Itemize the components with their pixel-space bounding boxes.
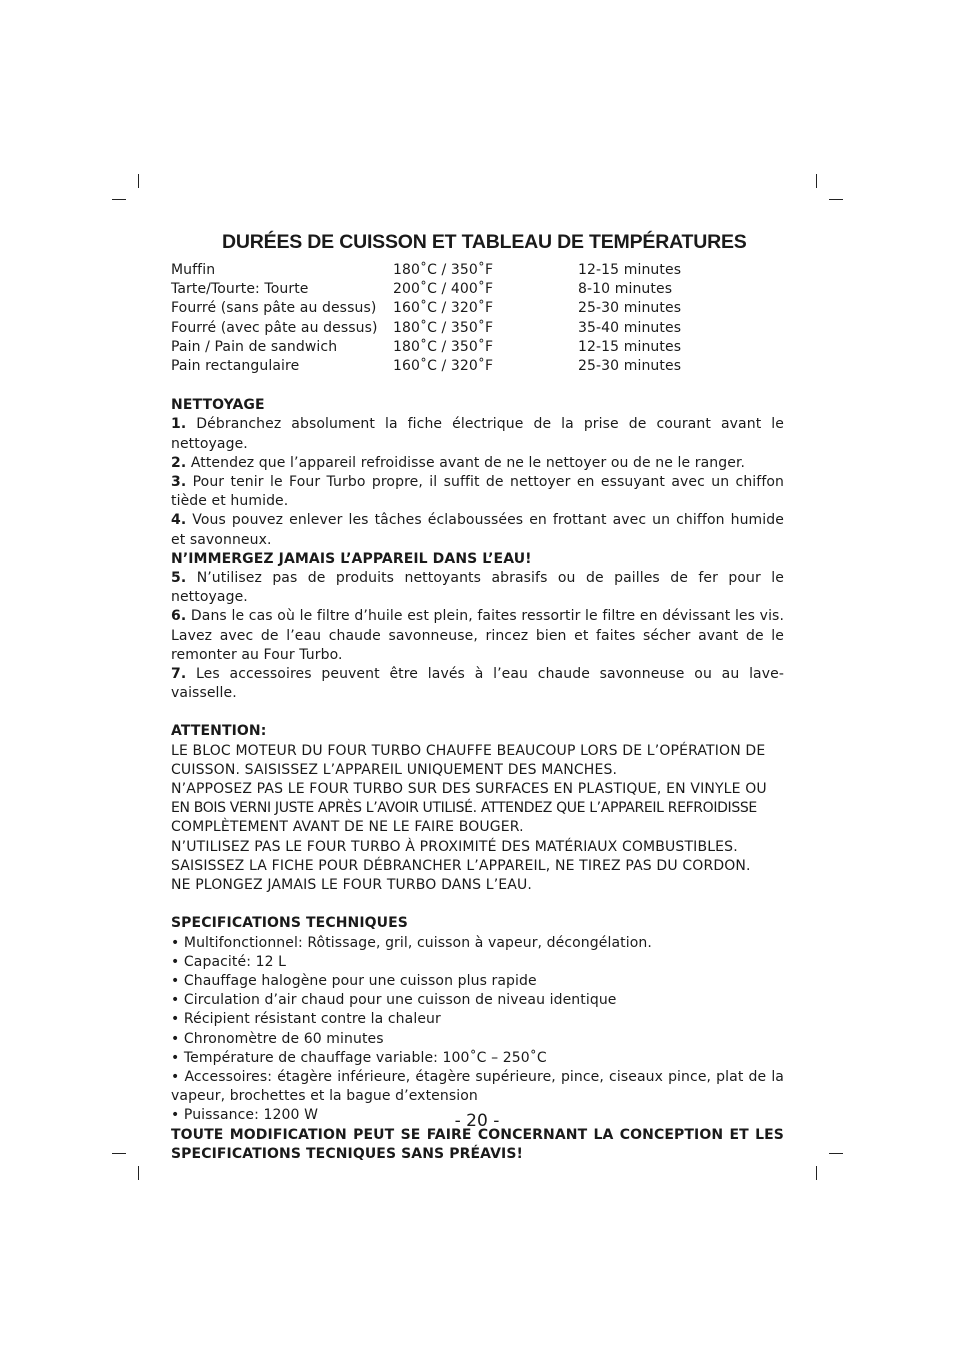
time-cell: 25-30 minutes: [578, 358, 682, 375]
table-row: [171, 338, 784, 357]
item-cell: Fourré (avec pâte au dessus): [171, 319, 378, 336]
attention-line: CUISSON. SAISISSEZ L’APPAREIL UNIQUEMENT DES MANCHES.: [171, 761, 618, 778]
spec-item: • Température de chauffage variable: 100˚C – 250˚C: [171, 1049, 547, 1066]
cooking-table: [171, 261, 784, 376]
crop-mark: [829, 199, 843, 200]
step-text: Pour tenir le Four Turbo propre, il suffit de nettoyer en essuyant avec un chiffon tiède et humide.: [171, 474, 784, 510]
cleaning-step: [171, 511, 784, 549]
table-row: [171, 261, 784, 280]
temperature-cell: 200˚C / 400˚F: [393, 281, 494, 298]
spec-item: • Puissance: 1200 W: [171, 1107, 319, 1124]
crop-mark: [138, 174, 139, 188]
cleaning-step: [171, 454, 784, 473]
attention-heading: ATTENTION:: [171, 723, 267, 740]
spec-item: • Récipient résistant contre la chaleur: [171, 1011, 441, 1028]
step-text: N’utilisez pas de produits nettoyants abrasifs ou de pailles de fer pour le nettoyage.: [171, 570, 784, 606]
time-cell: 8-10 minutes: [578, 281, 673, 298]
attention-line: EN BOIS VERNI JUSTE APRÈS L’AVOIR UTILISÉ. ATTENDEZ QUE L’APPAREIL REFROIDISSE: [171, 800, 757, 817]
cleaning-step: [171, 415, 784, 453]
temperature-cell: 180˚C / 350˚F: [393, 319, 494, 336]
page-title: DURÉES DE CUISSON ET TABLEAU DE TEMPÉRATURES: [222, 231, 747, 253]
attention-line: COMPLÈTEMENT AVANT DE NE LE FAIRE BOUGER.: [171, 819, 524, 836]
step-number: 6.: [171, 608, 187, 625]
temperature-cell: 160˚C / 320˚F: [393, 300, 494, 317]
step-number: 7.: [171, 666, 187, 683]
time-cell: 35-40 minutes: [578, 319, 682, 336]
spec-item: • Chronomètre de 60 minutes: [171, 1030, 384, 1047]
attention-line: N’APPOSEZ PAS LE FOUR TURBO SUR DES SURFACES EN PLASTIQUE, EN VINYLE OU: [171, 781, 767, 798]
modification-notice: TOUTE MODIFICATION PEUT SE FAIRE CONCERNANT LA CONCEPTION ET LES SPECIFICATIONS TECNIQUES SANS PRÉAVIS!: [171, 1126, 784, 1162]
item-cell: Muffin: [171, 262, 216, 278]
crop-mark: [112, 1153, 126, 1154]
step-number: 1.: [171, 416, 187, 433]
cleaning-step: [171, 569, 784, 607]
step-text: Attendez que l’appareil refroidisse avant de ne le nettoyer ou de ne le ranger.: [186, 454, 746, 471]
cleaning-step: [171, 665, 784, 703]
temperature-cell: 180˚C / 350˚F: [393, 262, 494, 278]
crop-mark: [816, 174, 817, 188]
attention-line: LE BLOC MOTEUR DU FOUR TURBO CHAUFFE BEAUCOUP LORS DE L’OPÉRATION DE: [171, 742, 766, 759]
time-cell: 25-30 minutes: [578, 300, 682, 317]
spec-item: • Accessoires: étagère inférieure, étagère supérieure, pince, ciseaux pince, plat de la vapeur, brochettes et la bague d’extension: [171, 1068, 784, 1105]
specs-heading: SPECIFICATIONS TECHNIQUES: [171, 915, 408, 932]
attention-line: SAISISSEZ LA FICHE POUR DÉBRANCHER L’APPAREIL, NE TIREZ PAS DU CORDON.: [171, 857, 751, 874]
cleaning-step: [171, 607, 784, 665]
table-row: [171, 357, 784, 376]
temperature-cell: 160˚C / 320˚F: [393, 358, 494, 375]
step-text: Vous pouvez enlever les tâches éclaboussées en frottant avec un chiffon humide et savonneux.: [171, 512, 784, 548]
step-number: 5.: [171, 570, 187, 587]
spec-item: • Chauffage halogène pour une cuisson plus rapide: [171, 972, 537, 989]
spec-item: • Circulation d’air chaud pour une cuisson de niveau identique: [171, 992, 617, 1009]
attention-line: NE PLONGEZ JAMAIS LE FOUR TURBO DANS L’EAU.: [171, 877, 533, 894]
cleaning-heading: NETTOYAGE: [171, 397, 265, 414]
time-cell: 12-15 minutes: [578, 262, 682, 278]
step-text: Dans le cas où le filtre d’huile est plein, faites ressortir le filtre en dévissant les vis. Lavez avec de l’eau chaude savonneuse, rincez bien et faites sécher avant de le remonter au Four Turbo.: [171, 608, 784, 663]
table-row: [171, 280, 784, 299]
item-cell: Pain rectangulaire: [171, 358, 300, 375]
time-cell: 12-15 minutes: [578, 338, 682, 355]
item-cell: Pain / Pain de sandwich: [171, 338, 338, 355]
step-text: Les accessoires peuvent être lavés à l’eau chaude savonneuse ou au lave-vaisselle.: [171, 666, 784, 702]
step-number: 4.: [171, 512, 187, 529]
attention-line: N’UTILISEZ PAS LE FOUR TURBO À PROXIMITÉ DES MATÉRIAUX COMBUSTIBLES.: [171, 838, 738, 855]
item-cell: Tarte/Tourte: Tourte: [171, 281, 309, 298]
table-row: [171, 319, 784, 338]
item-cell: Fourré (sans pâte au dessus): [171, 300, 377, 317]
spec-item: • Capacité: 12 L: [171, 953, 287, 970]
step-text: Débranchez absolument la fiche électrique de la prise de courant avant le nettoyage.: [171, 416, 784, 452]
crop-mark: [816, 1166, 817, 1180]
spec-item: • Multifonctionnel: Rôtissage, gril, cuisson à vapeur, décongélation.: [171, 934, 652, 951]
crop-mark: [112, 199, 126, 200]
crop-mark: [138, 1166, 139, 1180]
crop-mark: [829, 1153, 843, 1154]
page-number: - 20 -: [454, 1111, 500, 1131]
immersion-warning: N’IMMERGEZ JAMAIS L’APPAREIL DANS L’EAU!: [171, 550, 532, 567]
table-row: [171, 299, 784, 318]
step-number: 2.: [171, 454, 187, 471]
temperature-cell: 180˚C / 350˚F: [393, 338, 494, 355]
page-content: [171, 229, 784, 1164]
cleaning-step: [171, 473, 784, 511]
step-number: 3.: [171, 474, 187, 491]
